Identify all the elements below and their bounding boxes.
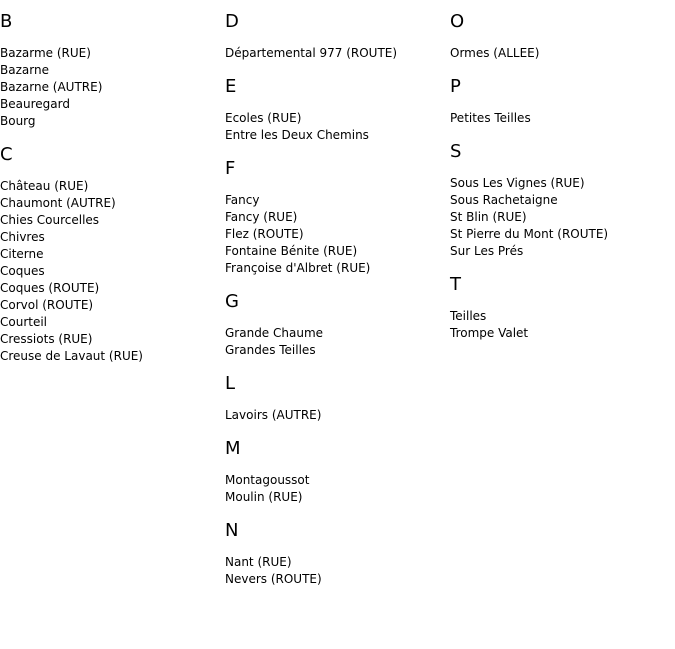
- letter-heading: L: [225, 373, 236, 394]
- letter-group-f: [225, 158, 445, 277]
- street-item: Courteil: [0, 315, 48, 329]
- street-item: Ormes (ALLEE): [450, 46, 540, 60]
- letter-group-m: [225, 438, 445, 506]
- street-item: Teilles: [450, 309, 487, 323]
- street-item: Lavoirs (AUTRE): [225, 408, 322, 422]
- street-list: [0, 178, 220, 365]
- street-item: St Pierre du Mont (ROUTE): [450, 227, 609, 241]
- letter-heading: C: [0, 144, 13, 165]
- letter-group-g: [225, 291, 445, 359]
- index-column: [225, 11, 445, 602]
- street-item: Bazarne (AUTRE): [0, 80, 103, 94]
- letter-heading: B: [0, 11, 13, 32]
- street-item: Chies Courcelles: [0, 213, 100, 227]
- street-item: Grande Chaume: [225, 326, 324, 340]
- street-list: [225, 192, 445, 277]
- letter-heading: E: [225, 76, 237, 97]
- street-list: [225, 325, 445, 359]
- street-item: Coques: [0, 264, 45, 278]
- letter-heading: G: [225, 291, 239, 312]
- street-item: Corvol (ROUTE): [0, 298, 94, 312]
- street-item: Grandes Teilles: [225, 343, 316, 357]
- street-item: Fancy: [225, 193, 260, 207]
- letter-heading: T: [450, 274, 461, 295]
- street-item: Nant (RUE): [225, 555, 292, 569]
- street-list: [225, 407, 445, 424]
- street-list: [225, 45, 445, 62]
- letter-heading: D: [225, 11, 239, 32]
- street-item: Montagoussot: [225, 473, 310, 487]
- street-item: Moulin (RUE): [225, 490, 303, 504]
- street-item: Chivres: [0, 230, 45, 244]
- street-list: [225, 110, 445, 144]
- letter-heading: N: [225, 520, 239, 541]
- letter-group-o: [450, 11, 670, 62]
- street-item: Sous Rachetaigne: [450, 193, 558, 207]
- street-item: Bazarne: [0, 63, 49, 77]
- letter-group-l: [225, 373, 445, 424]
- letter-group-c: [0, 144, 220, 365]
- street-list: [0, 45, 220, 130]
- street-list: [225, 554, 445, 588]
- letter-heading: O: [450, 11, 465, 32]
- street-item: Cressiots (RUE): [0, 332, 93, 346]
- letter-group-e: [225, 76, 445, 144]
- letter-heading: M: [225, 438, 241, 459]
- street-list: [450, 175, 670, 260]
- letter-heading: F: [225, 158, 236, 179]
- letter-group-p: [450, 76, 670, 127]
- street-list: [450, 45, 670, 62]
- street-item: Françoise d'Albret (RUE): [225, 261, 371, 275]
- letter-heading: P: [450, 76, 461, 97]
- street-item: Sous Les Vignes (RUE): [450, 176, 585, 190]
- street-item: Bazarme (RUE): [0, 46, 91, 60]
- letter-group-d: [225, 11, 445, 62]
- letter-group-n: [225, 520, 445, 588]
- street-item: Départemental 977 (ROUTE): [225, 46, 398, 60]
- street-item: Flez (ROUTE): [225, 227, 304, 241]
- street-item: Château (RUE): [0, 179, 89, 193]
- street-item: Ecoles (RUE): [225, 111, 302, 125]
- index-column: [450, 11, 670, 356]
- street-item: Coques (ROUTE): [0, 281, 100, 295]
- street-item: Nevers (ROUTE): [225, 572, 322, 586]
- street-item: Creuse de Lavaut (RUE): [0, 349, 143, 363]
- street-item: St Blin (RUE): [450, 210, 527, 224]
- letter-group-s: [450, 141, 670, 260]
- street-item: Chaumont (AUTRE): [0, 196, 116, 210]
- street-item: Trompe Valet: [450, 326, 529, 340]
- street-list: [450, 308, 670, 342]
- letter-group-t: [450, 274, 670, 342]
- letter-group-b: [0, 11, 220, 130]
- street-item: Beauregard: [0, 97, 70, 111]
- street-list: [450, 110, 670, 127]
- street-item: Petites Teilles: [450, 111, 531, 125]
- street-item: Citerne: [0, 247, 44, 261]
- street-item: Entre les Deux Chemins: [225, 128, 369, 142]
- street-item: Fontaine Bénite (RUE): [225, 244, 358, 258]
- index-column: [0, 11, 220, 379]
- street-list: [225, 472, 445, 506]
- letter-heading: S: [450, 141, 462, 162]
- street-item: Sur Les Prés: [450, 244, 524, 258]
- street-item: Bourg: [0, 114, 36, 128]
- street-item: Fancy (RUE): [225, 210, 298, 224]
